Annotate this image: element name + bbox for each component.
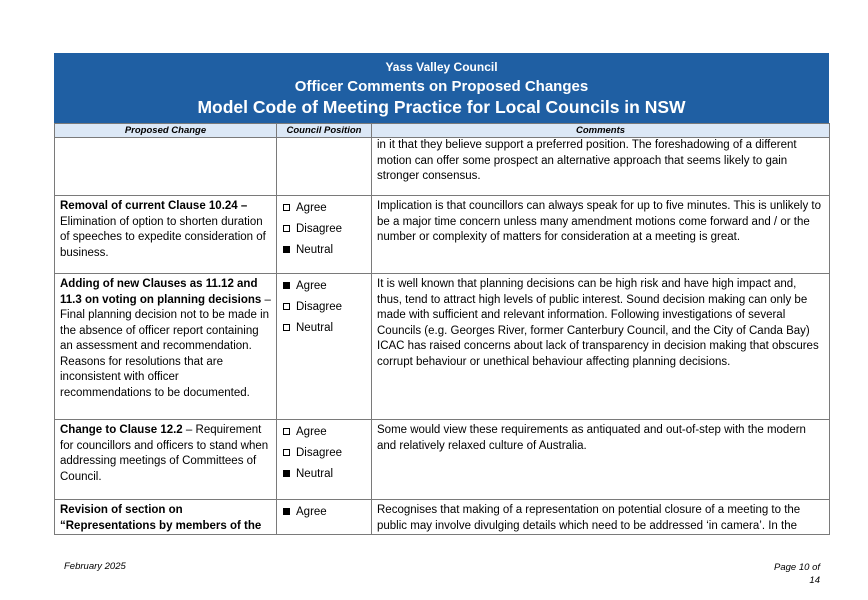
change-heading: Adding of new Clauses as 11.12 and 11.3 on voting on planning decisions: [60, 278, 262, 306]
proposed-change-cell: [55, 420, 277, 500]
proposed-change-cell: [55, 138, 277, 196]
comment-cell: [372, 274, 830, 420]
option-agree[interactable]: Agree: [283, 425, 371, 446]
comment-text: Some would view these requirements as antiquated and out-of-step with the modern and relatively relaxed culture of Australia.: [377, 424, 806, 452]
council-position-cell: [277, 420, 372, 500]
option-agree[interactable]: Agree: [283, 201, 371, 222]
option-disagree[interactable]: Disagree: [283, 446, 371, 467]
comment-cell: [372, 500, 830, 535]
document-title: Model Code of Meeting Practice for Local Councils in NSW: [197, 97, 686, 117]
comments-table: [54, 123, 830, 535]
column-header-proposed-change: Proposed Change: [55, 124, 277, 138]
change-description: – Final planning decision not to be made in the absence of officer report containing an assessment and recommendation. Reasons for resolutions that are inconsistent with officer recommendations to be documented.: [60, 293, 271, 399]
change-description: – Requirement for councillors and officers to stand when addressing meetings of Committees of Council.: [60, 424, 269, 483]
option-neutral[interactable]: Neutral: [283, 467, 371, 488]
option-disagree[interactable]: Disagree: [283, 300, 371, 321]
council-position-cell: [277, 138, 372, 196]
comment-cell: [372, 420, 830, 500]
table-row: [55, 274, 830, 420]
change-heading: Removal of current Clause 10.24 –: [60, 200, 248, 212]
footer-page-number: Page 10 of 14: [774, 562, 820, 586]
table-header-row: [55, 124, 830, 138]
table-row: [55, 196, 830, 274]
comment-text: It is well known that planning decisions can be high risk and have high impact and, thus, tend to attract high levels of public interest. Sound decision making can only be made with sufficient and relevant information. Following investigations of several Councils (e.g. Georges River, former Canterbury Council, and the City of Canda Bay) ICAC has raised concerns about lack of transparency in decision making that obscures corrupt behaviour or unethical behaviour affecting planning decisions.: [377, 278, 819, 368]
council-name: Yass Valley Council: [385, 60, 498, 74]
comment-text: Implication is that councillors can always speak for up to five minutes. This is unlikely to be a major time concern unless many amendment motions come forward and / or the number or complexity of matters for consideration at a meeting is great.: [377, 200, 822, 243]
council-position-cell: [277, 500, 372, 535]
checkbox-icon[interactable]: [283, 449, 290, 456]
option-disagree[interactable]: Disagree: [283, 222, 371, 243]
table-row: [55, 138, 830, 196]
council-position-cell: [277, 196, 372, 274]
proposed-change-cell: [55, 274, 277, 420]
comment-cell: [372, 196, 830, 274]
column-header-comments: Comments: [372, 124, 830, 138]
change-heading: Change to Clause 12.2: [60, 424, 183, 436]
council-position-cell: [277, 274, 372, 420]
checkbox-icon[interactable]: [283, 324, 290, 331]
checked-box-icon[interactable]: [283, 246, 290, 253]
checkbox-icon[interactable]: [283, 204, 290, 211]
option-agree[interactable]: Agree: [283, 279, 371, 300]
checked-box-icon[interactable]: [283, 470, 290, 477]
option-agree[interactable]: Agree: [283, 505, 371, 526]
proposed-change-cell: [55, 500, 277, 535]
checkbox-icon[interactable]: [283, 225, 290, 232]
option-neutral[interactable]: Neutral: [283, 321, 371, 342]
table-row: [55, 500, 830, 535]
checked-box-icon[interactable]: [283, 508, 290, 515]
checkbox-icon[interactable]: [283, 428, 290, 435]
checkbox-icon[interactable]: [283, 303, 290, 310]
document-header: [54, 53, 829, 124]
comment-text: Recognises that making of a representation on potential closure of a meeting to the public may involve divulging details which need to be addressed ‘in camera’. In the: [377, 504, 801, 532]
change-heading: Revision of section on “Representations by members of the: [60, 504, 262, 532]
comment-text: in it that they believe support a preferred position. The foreshadowing of a different motion can offer some prospect an alternative approach that seems likely to gain stronger consensus.: [377, 139, 797, 182]
column-header-council-position: Council Position: [277, 124, 372, 138]
change-description: Elimination of option to shorten duration of speeches to expedite consideration of business.: [60, 215, 266, 259]
proposed-change-cell: [55, 196, 277, 274]
comment-cell: [372, 138, 830, 196]
table-row: [55, 420, 830, 500]
checked-box-icon[interactable]: [283, 282, 290, 289]
footer-date: February 2025: [64, 561, 126, 572]
option-neutral[interactable]: Neutral: [283, 243, 371, 264]
document-subtitle: Officer Comments on Proposed Changes: [294, 78, 589, 95]
